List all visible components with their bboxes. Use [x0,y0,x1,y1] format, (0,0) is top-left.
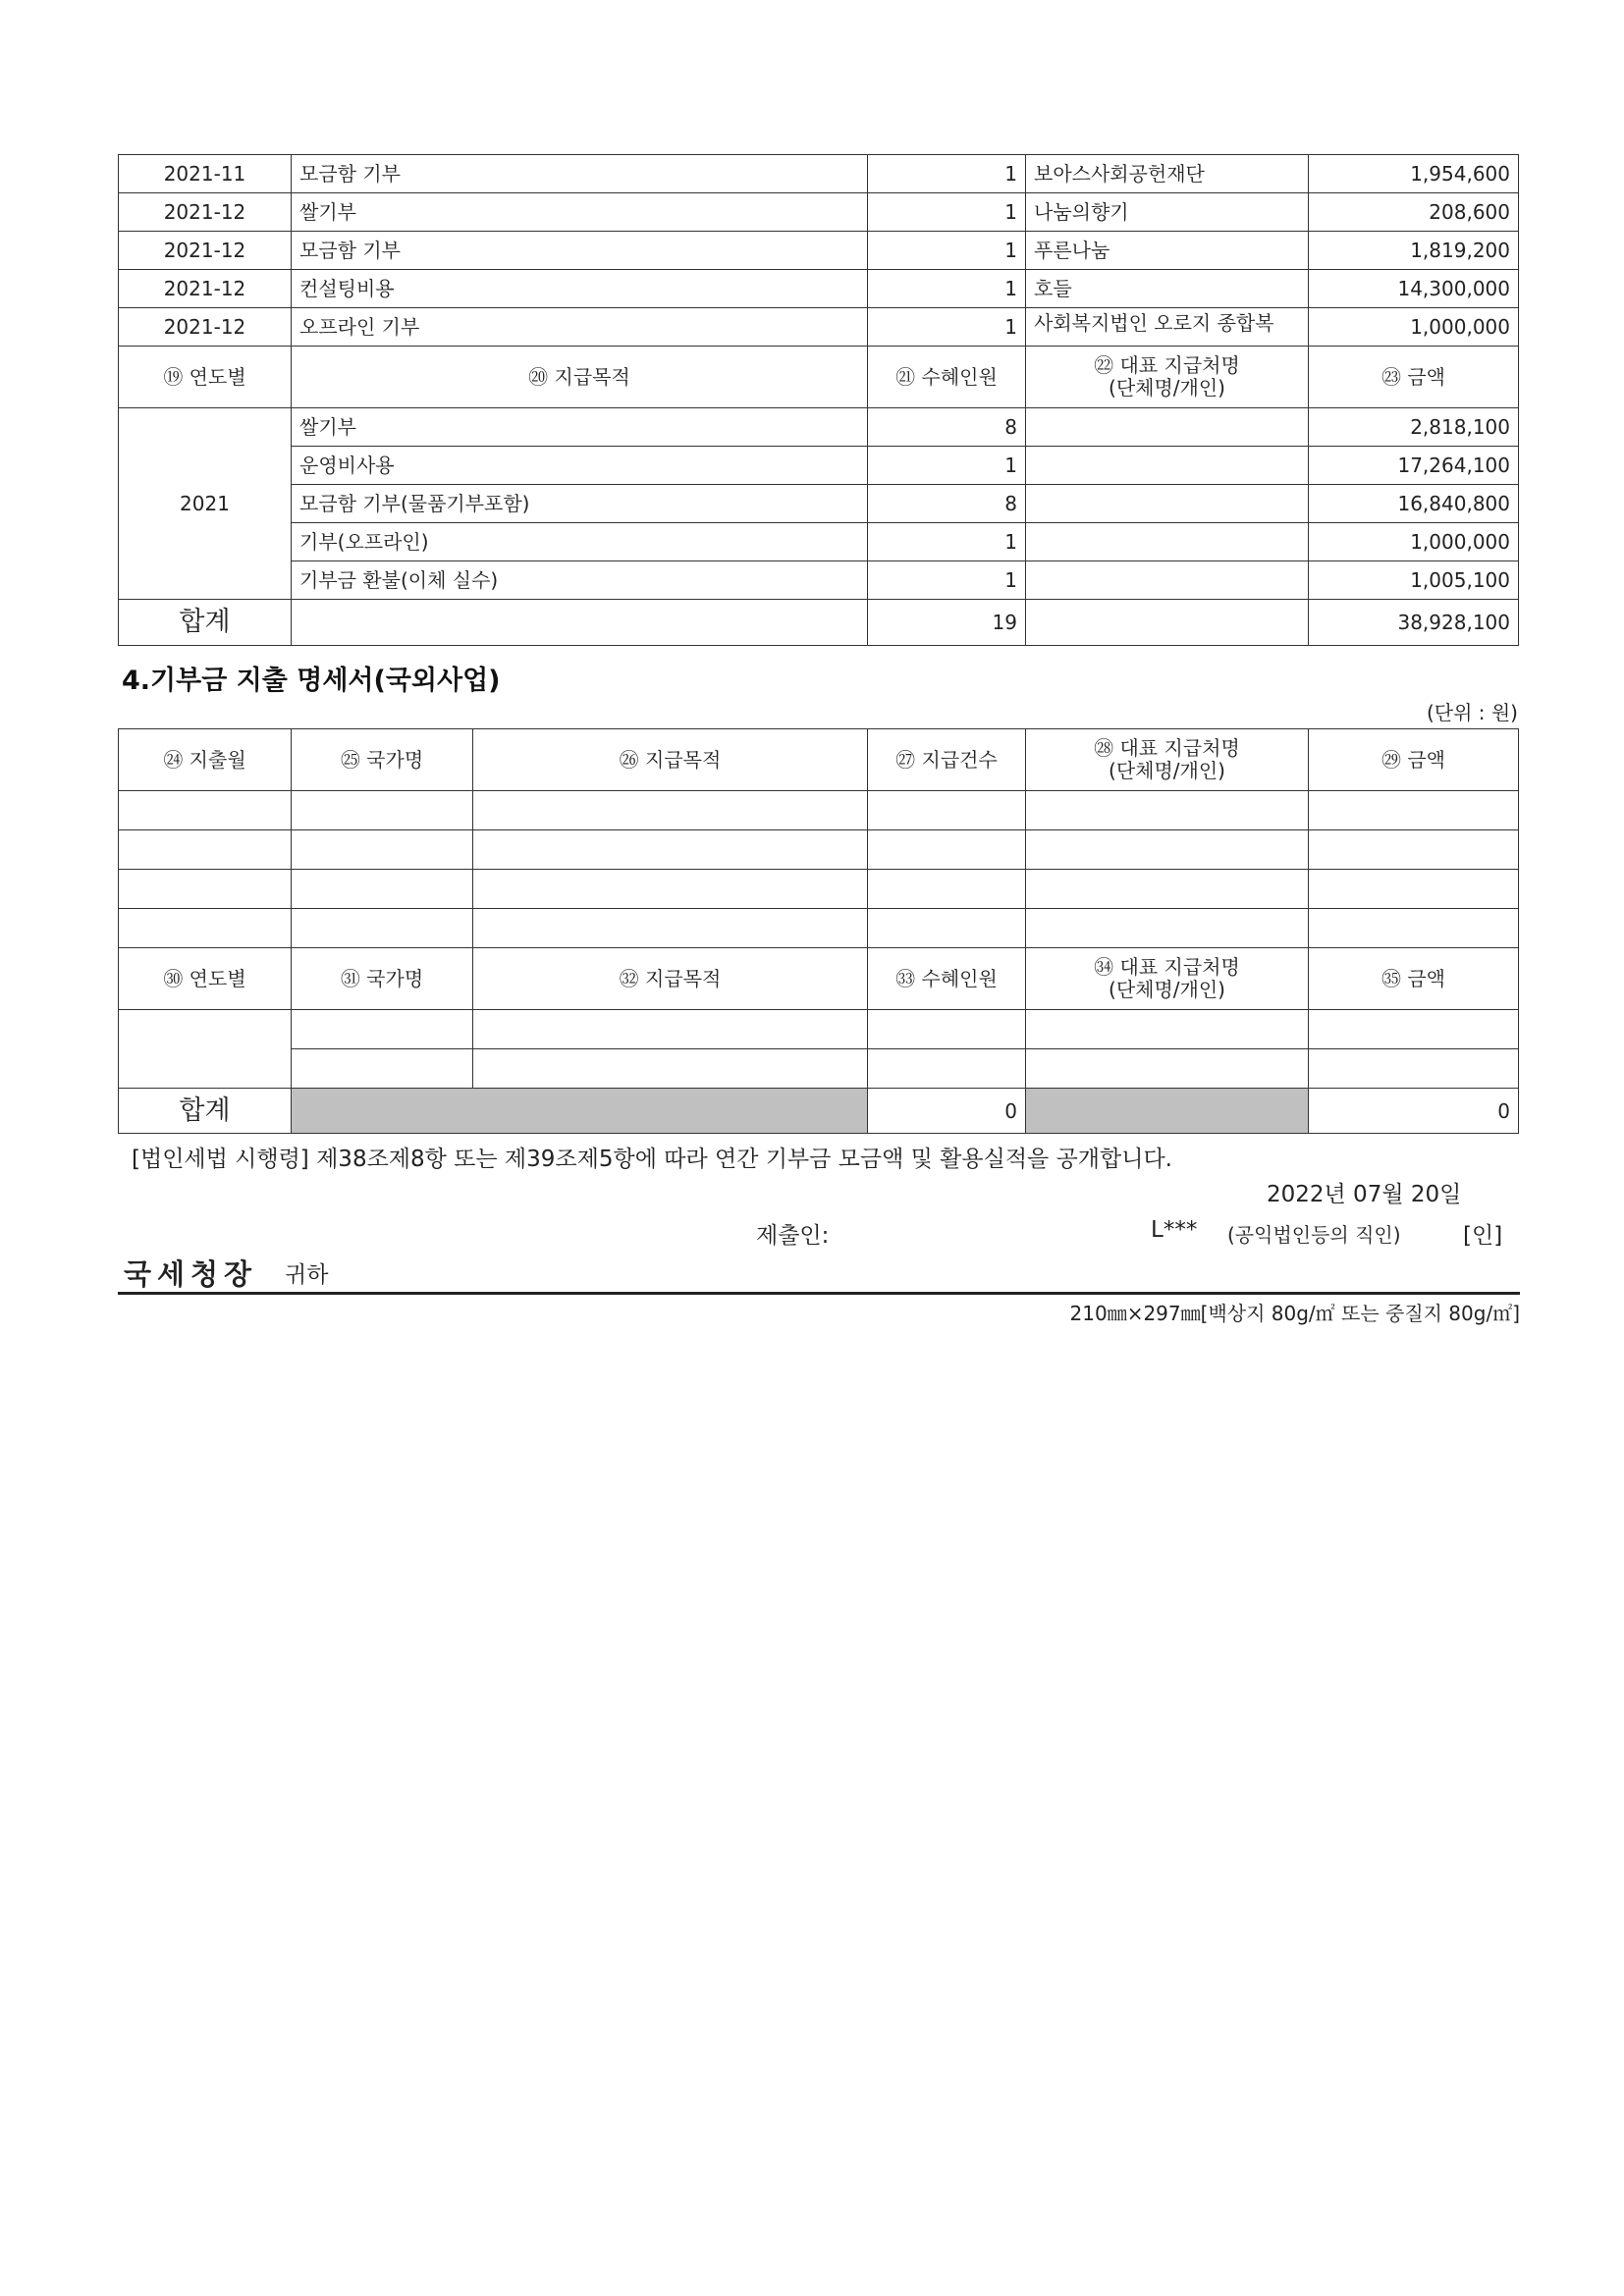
paper-spec: 210㎜×297㎜[백상지 80g/㎡ 또는 중질지 80g/㎡] [1069,1302,1520,1325]
summary-purpose: 기부금 환불(이체 실수) [292,561,868,600]
total-amount: 0 [1309,1089,1519,1134]
table-row [119,870,1519,909]
summary-beneficiaries: 1 [868,523,1026,561]
table-row [119,523,1519,561]
year-cell: 2021 [119,408,292,600]
table-row [119,791,1519,830]
header-beneficiaries: ㉑ 수혜인원 [868,347,1026,408]
year-cell [119,1010,292,1089]
total-shaded-cell [1026,1089,1309,1134]
submitter-name: L*** [1151,1217,1198,1243]
unit-label: (단위 : 원) [1426,701,1518,724]
expense-purpose: 모금함 기부 [292,155,868,193]
header-recipient-line1: ㉞ 대표 지급처명 [1094,955,1240,979]
expense-count: 1 [868,232,1026,270]
submission-date: 2022년 07월 20일 [1267,1182,1462,1207]
expense-amount: 14,300,000 [1309,270,1519,308]
summary-purpose: 기부(오프라인) [292,523,868,561]
summary-purpose: 쌀기부 [292,408,868,447]
table-row [119,1049,1519,1089]
domestic-expenditure-table [118,154,1519,646]
summary-recipient [1026,561,1309,600]
header-recipient-line2: (단체명/개인) [1109,759,1225,782]
overseas-expenditure-table [118,728,1519,1134]
expense-month: 2021-12 [119,232,292,270]
header-recipient-line2: (단체명/개인) [1109,978,1225,1001]
summary-amount: 17,264,100 [1309,447,1519,485]
expense-recipient: 보아스사회공헌재단 [1026,155,1309,193]
total-amount: 38,928,100 [1309,600,1519,646]
section-title: 4.기부금 지출 명세서(국외사업) [122,666,501,696]
total-row [119,600,1519,646]
table-row [119,155,1519,193]
expense-recipient: 사회복지법인 오로지 종합복 [1026,308,1309,347]
header-count: ㉗ 지급건수 [868,729,1026,791]
total-beneficiaries: 19 [868,600,1026,646]
expense-purpose: 컨설팅비용 [292,270,868,308]
header-country: ㉕ 국가명 [292,729,473,791]
summary-amount: 2,818,100 [1309,408,1519,447]
header-recipient-line2: (단체명/개인) [1109,376,1225,400]
expense-month: 2021-12 [119,193,292,232]
overseas-year-header-row [119,948,1519,1010]
summary-beneficiaries: 8 [868,485,1026,523]
summary-amount: 1,000,000 [1309,523,1519,561]
header-recipient [1026,347,1309,408]
header-recipient-line1: ㉒ 대표 지급처명 [1094,353,1240,377]
header-amount: ㉟ 금액 [1309,948,1519,1010]
header-country: ㉛ 국가명 [292,948,473,1010]
expense-purpose: 쌀기부 [292,193,868,232]
header-purpose: ㉖ 지급목적 [473,729,868,791]
summary-beneficiaries: 1 [868,447,1026,485]
table-row [119,308,1519,347]
total-recipient [1026,600,1309,646]
table-row [119,232,1519,270]
header-year: ㉚ 연도별 [119,948,292,1010]
summary-purpose: 모금함 기부(물품기부포함) [292,485,868,523]
recipient-authority: 국세청장 [124,1257,258,1291]
table-row [119,447,1519,485]
overseas-header-row [119,729,1519,791]
header-amount: ㉓ 금액 [1309,347,1519,408]
expense-amount: 1,000,000 [1309,308,1519,347]
summary-recipient [1026,485,1309,523]
summary-recipient [1026,408,1309,447]
header-recipient [1026,948,1309,1010]
expense-recipient: 푸른나눔 [1026,232,1309,270]
total-label: 합계 [119,1089,292,1134]
header-recipient-line1: ㉘ 대표 지급처명 [1094,736,1240,760]
submitter-label: 제출인: [756,1223,830,1249]
expense-amount: 208,600 [1309,193,1519,232]
summary-recipient [1026,447,1309,485]
summary-purpose: 운영비사용 [292,447,868,485]
table-row [119,270,1519,308]
expense-recipient: 호들 [1026,270,1309,308]
seal-mark: [인] [1463,1223,1503,1249]
summary-beneficiaries: 8 [868,408,1026,447]
expense-recipient: 나눔의향기 [1026,193,1309,232]
total-label: 합계 [119,600,292,646]
table-row [119,485,1519,523]
expense-count: 1 [868,270,1026,308]
expense-purpose: 오프라인 기부 [292,308,868,347]
expense-month: 2021-11 [119,155,292,193]
table-row [119,1010,1519,1049]
header-year: ⑲ 연도별 [119,347,292,408]
legal-notice: [법인세법 시행령] 제38조제8항 또는 제39조제5항에 따라 연간 기부금 모금액 및 활용실적을 공개합니다. [132,1147,1172,1172]
table-row [119,830,1519,870]
total-beneficiaries: 0 [868,1089,1026,1134]
table-row [119,561,1519,600]
total-purpose [292,600,868,646]
expense-month: 2021-12 [119,308,292,347]
summary-recipient [1026,523,1309,561]
expense-purpose: 모금함 기부 [292,232,868,270]
table-row [119,909,1519,948]
summary-amount: 16,840,800 [1309,485,1519,523]
expense-count: 1 [868,193,1026,232]
summary-amount: 1,005,100 [1309,561,1519,600]
total-shaded-cell [292,1089,868,1134]
total-row [119,1089,1519,1134]
summary-beneficiaries: 1 [868,561,1026,600]
year-summary-header-row [119,347,1519,408]
header-recipient [1026,729,1309,791]
table-row [119,408,1519,447]
honorific: 귀하 [285,1262,329,1288]
expense-month: 2021-12 [119,270,292,308]
header-amount: ㉙ 금액 [1309,729,1519,791]
header-purpose: ㉜ 지급목적 [473,948,868,1010]
expense-amount: 1,819,200 [1309,232,1519,270]
expense-count: 1 [868,155,1026,193]
expense-amount: 1,954,600 [1309,155,1519,193]
header-beneficiaries: ㉝ 수혜인원 [868,948,1026,1010]
footer-divider [118,1292,1520,1295]
header-month: ㉔ 지출월 [119,729,292,791]
expense-count: 1 [868,308,1026,347]
table-row [119,193,1519,232]
submitter-role: (공익법인등의 직인) [1227,1223,1401,1247]
header-purpose: ⑳ 지급목적 [292,347,868,408]
